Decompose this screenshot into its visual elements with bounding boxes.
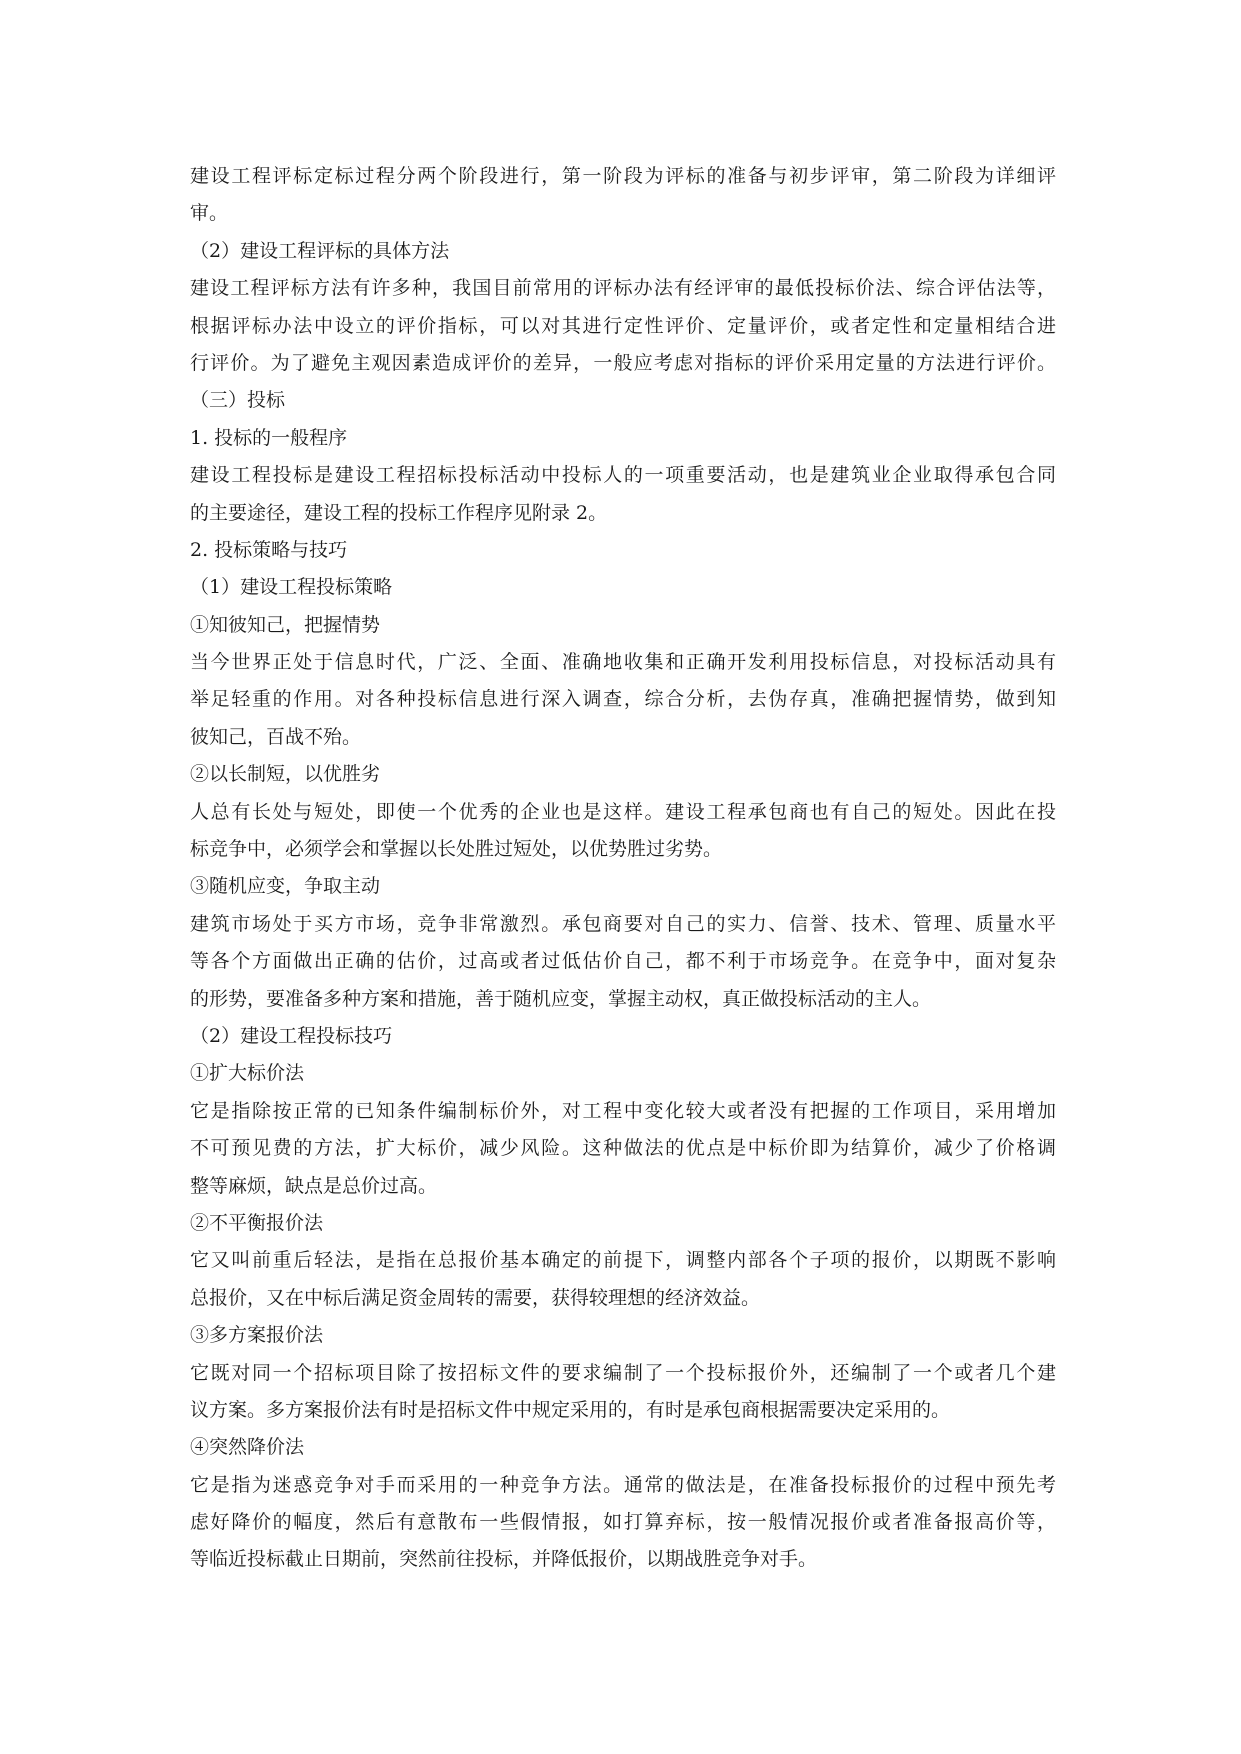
section-heading: 2. 投标策略与技巧 [190, 538, 348, 561]
paragraph-line: 人总有长处与短处，即使一个优秀的企业也是这样。建设工程承包商也有自己的短处。因此在投 [190, 800, 1056, 823]
paragraph-line: 建筑市场处于买方市场，竞争非常激烈。承包商要对自己的实力、信誉、技术、管理、质量水平 [190, 912, 1056, 935]
paragraph-line: 当今世界正处于信息时代，广泛、全面、准确地收集和正确开发利用投标信息，对投标活动具有 [190, 651, 1056, 674]
paragraph-line: 的形势，要准备多种方案和措施，善于随机应变，掌握主动权，真正做投标活动的主人。 [190, 987, 932, 1010]
paragraph-line: 不可预见费的方法，扩大标价，减少风险。这种做法的优点是中标价即为结算价，减少了价格调 [190, 1137, 1056, 1160]
paragraph-line: 的主要途径，建设工程的投标工作程序见附录 2。 [190, 501, 608, 524]
paragraph-line: 它是指为迷惑竞争对手而采用的一种竞争方法。通常的做法是，在准备投标报价的过程中预先考 [190, 1473, 1056, 1496]
paragraph-line: 它又叫前重后轻法，是指在总报价基本确定的前提下，调整内部各个子项的报价，以期既不影响 [190, 1249, 1056, 1272]
paragraph-line: 等临近投标截止日期前，突然前往投标，并降低报价，以期战胜竞争对手。 [190, 1548, 818, 1571]
section-heading: （三）投标 [190, 389, 286, 412]
paragraph-line: 建设工程投标是建设工程招标投标活动中投标人的一项重要活动，也是建筑业企业取得承包合同 [190, 464, 1056, 487]
paragraph-line: 它既对同一个招标项目除了按招标文件的要求编制了一个投标报价外，还编制了一个或者几个建 [190, 1361, 1056, 1384]
section-heading: ②不平衡报价法 [190, 1211, 324, 1234]
section-heading: ②以长制短，以优胜劣 [190, 763, 381, 786]
paragraph-line: 整等麻烦，缺点是总价过高。 [190, 1174, 438, 1197]
paragraph-line: 举足轻重的作用。对各种投标信息进行深入调查，综合分析，去伪存真，准确把握情势，做到知 [190, 688, 1056, 711]
section-heading: （2）建设工程评标的具体方法 [190, 239, 450, 262]
section-heading: （1）建设工程投标策略 [190, 576, 393, 599]
paragraph-line: 建设工程评标定标过程分两个阶段进行，第一阶段为评标的准备与初步评审，第二阶段为详细评 [190, 165, 1056, 187]
section-heading: 1. 投标的一般程序 [190, 426, 348, 449]
section-heading: ④突然降价法 [190, 1436, 305, 1459]
paragraph-line: 标竞争中，必须学会和掌握以长处胜过短处，以优势胜过劣势。 [190, 838, 723, 861]
paragraph-line: 行评价。为了避免主观因素造成评价的差异，一般应考虑对指标的评价采用定量的方法进行评价。 [190, 351, 1056, 374]
paragraph-line: 等各个方面做出正确的估价，过高或者过低估价自己，都不利于市场竞争。在竞争中，面对复杂 [190, 950, 1056, 973]
paragraph-line: 建设工程评标方法有许多种，我国目前常用的评标办法有经评审的最低投标价法、综合评估法等， [190, 277, 1056, 300]
section-heading: ①扩大标价法 [190, 1062, 305, 1085]
section-heading: ①知彼知己，把握情势 [190, 613, 381, 636]
paragraph-line: 根据评标办法中设立的评价指标，可以对其进行定性评价、定量评价，或者定性和定量相结合进 [190, 314, 1056, 337]
section-heading: ③随机应变，争取主动 [190, 875, 381, 898]
section-heading: （2）建设工程投标技巧 [190, 1024, 393, 1047]
document-body [190, 158, 1056, 1579]
section-heading: ③多方案报价法 [190, 1324, 324, 1347]
paragraph-line: 它是指除按正常的已知条件编制标价外，对工程中变化较大或者没有把握的工作项目，采用增加 [190, 1099, 1056, 1122]
paragraph-line: 议方案。多方案报价法有时是招标文件中规定采用的，有时是承包商根据需要决定采用的。 [190, 1398, 951, 1421]
paragraph-line: 虑好降价的幅度，然后有意散布一些假情报，如打算弃标，按一般情况报价或者准备报高价等， [190, 1511, 1056, 1534]
paragraph-line: 总报价，又在中标后满足资金周转的需要，获得较理想的经济效益。 [190, 1286, 761, 1309]
paragraph-line: 审。 [190, 202, 229, 225]
paragraph-line: 彼知己，百战不殆。 [190, 725, 362, 748]
